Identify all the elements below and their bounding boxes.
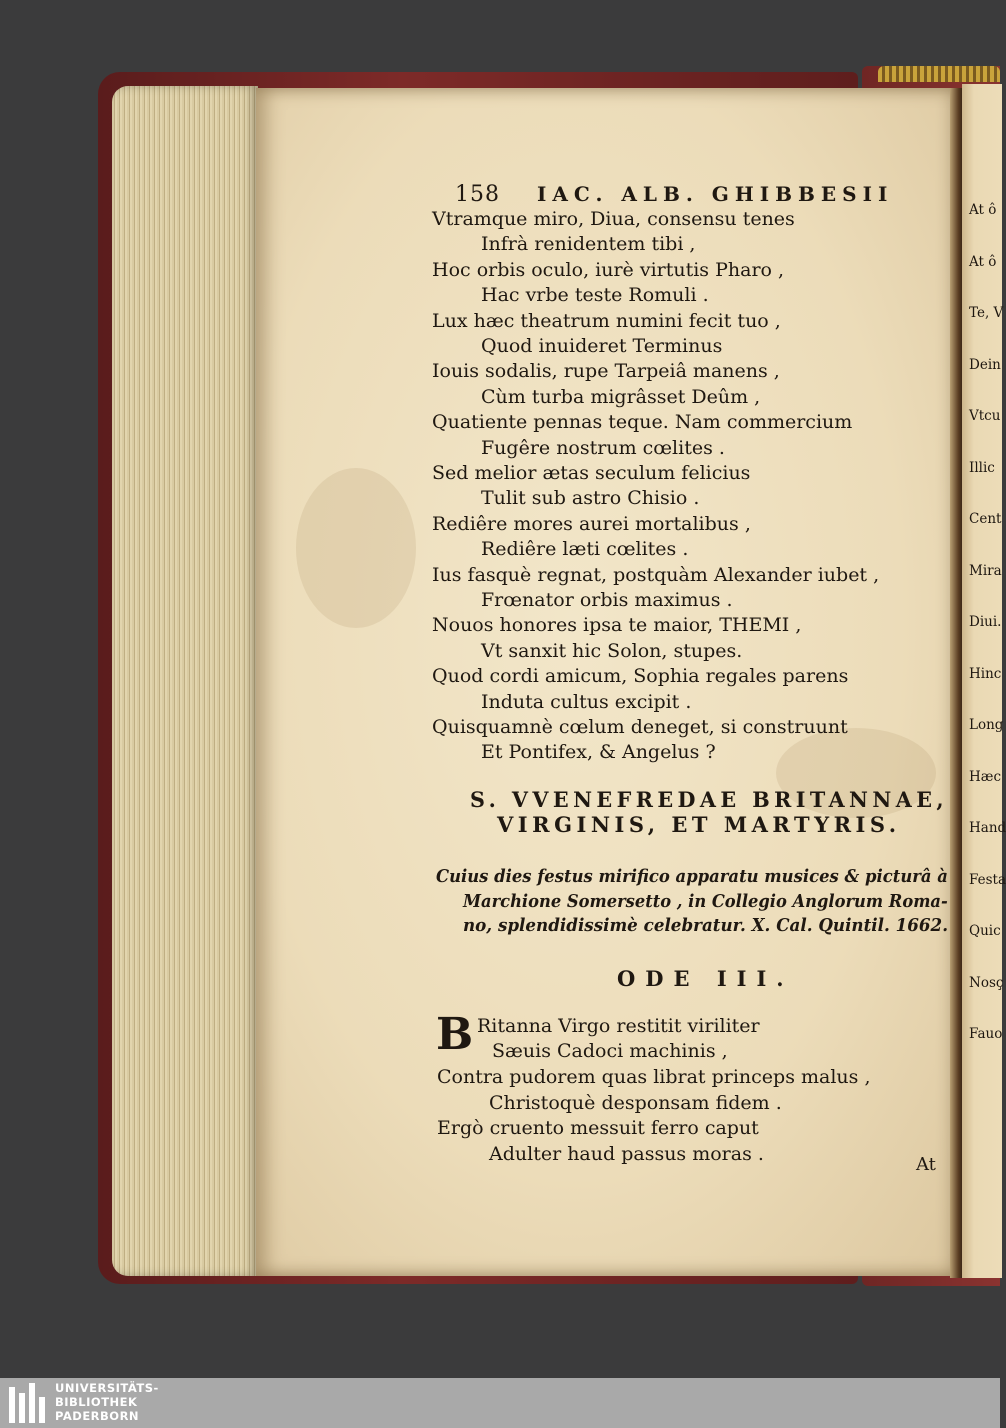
headband: [878, 66, 1000, 82]
right-page-fragment: Diui.: [969, 614, 1002, 630]
page-edges: [112, 86, 258, 1276]
right-page-fragment: Illic: [969, 459, 995, 476]
paper-stain: [296, 468, 416, 628]
verse-line: Quatiente pennas teque. Nam commercium: [432, 411, 853, 434]
verse-line: Hoc orbis oculo, iurè virtutis Pharo ,: [432, 258, 785, 281]
verse-line: Et Pontifex, & Angelus ?: [481, 741, 716, 764]
verse-line: Tulit sub astro Chisio .: [481, 487, 700, 510]
verse-line: Ius fasquè regnat, postquàm Alexander iubet ,: [432, 563, 880, 586]
ode-verse-line: Ergò cruento messuit ferro caput: [437, 1117, 759, 1139]
section-title-line-1: S. VVENEFREDAE BRITANNAE,: [470, 787, 949, 812]
drop-cap: B: [436, 1009, 474, 1060]
right-page-fragment: Quic: [969, 923, 1001, 939]
right-page-fragment: Long: [969, 717, 1004, 733]
verse-line: Hac vrbe teste Romuli .: [481, 284, 709, 307]
page-number: 158: [455, 182, 500, 207]
library-name-line-1: UNIVERSITÄTS-: [55, 1381, 159, 1395]
ode-title: ODE III.: [617, 966, 794, 991]
library-name: [55, 1381, 159, 1423]
right-page-fragment: Cent: [969, 511, 1002, 527]
verse-line: Fugêre nostrum cœlites .: [481, 436, 725, 459]
verse-line: Rediêre mores aurei mortalibus ,: [432, 512, 751, 535]
verse-line: Induta cultus excipit .: [481, 690, 692, 713]
ode-line-1: Ritanna Virgo restitit viriliter: [477, 1015, 760, 1037]
right-page-fragment: Dein: [969, 356, 1001, 373]
catchword: At: [916, 1154, 936, 1175]
running-head: IAC. ALB. GHIBBESII: [537, 182, 894, 206]
verse-line: Rediêre læti cœlites .: [481, 538, 689, 561]
right-page-fragment: Te, V: [969, 305, 1004, 321]
dedication-line-1: Cuius dies festus mirifico apparatu musices & picturâ à: [436, 866, 948, 887]
library-name-line-2: BIBLIOTHEK: [55, 1395, 138, 1409]
verse-line: Frœnator orbis maximus .: [481, 589, 733, 611]
right-page-fragment: Hæc: [969, 768, 1002, 785]
verse-line: Lux hæc theatrum numini fecit tuo ,: [432, 309, 781, 332]
library-name-line-3: PADERBORN: [55, 1409, 140, 1423]
verse-line: Infrà renidentem tibi ,: [481, 233, 696, 256]
right-page-fragment: Festa: [969, 871, 1006, 888]
verse-line: Quisquamnè cœlum deneget, si construunt: [432, 716, 848, 738]
verse-line: Nouos honores ipsa te maior, THEMI ,: [432, 614, 802, 637]
library-logo-icon: [8, 1381, 48, 1425]
right-page-fragment: Hand: [969, 820, 1006, 836]
verse-line: Cùm turba migrâsset Deûm ,: [481, 385, 761, 408]
right-page-fragment: At ô: [969, 253, 997, 270]
verse-line: Quod cordi amicum, Sophia regales parens: [432, 665, 849, 688]
section-title-line-2: VIRGINIS, ET MARTYRIS.: [497, 812, 901, 837]
verse-line: Quod inuideret Terminus: [481, 335, 723, 357]
ode-line-2: Sæuis Cadoci machinis ,: [492, 1040, 728, 1062]
right-page-fragment: Mira: [969, 562, 1002, 579]
ode-verse-line: Contra pudorem quas librat princeps malus ,: [437, 1066, 871, 1088]
dedication-line-3: no, splendidissimè celebratur. X. Cal. Quintil. 1662.: [463, 915, 949, 936]
ode-verse-line: Christoquè desponsam fidem .: [489, 1091, 782, 1114]
verse-line: Vtramque miro, Diua, consensu tenes: [432, 208, 795, 230]
right-page-fragment: At ô: [969, 202, 997, 218]
dedication-line-2: Marchione Somersetto , in Collegio Anglorum Roma-: [463, 891, 948, 912]
right-page-fragment: Nosç: [969, 974, 1004, 991]
verse-line: Vt sanxit hic Solon, stupes.: [481, 639, 743, 662]
right-page-fragment: Vtcu: [969, 408, 1001, 424]
ode-verse-line: Adulter haud passus moras .: [489, 1142, 764, 1165]
right-page-fragment: Fauo: [969, 1026, 1003, 1042]
verse-line: Sed melior ætas seculum felicius: [432, 462, 751, 484]
right-page-fragment: Hinc: [969, 665, 1002, 682]
verse-line: Iouis sodalis, rupe Tarpeiâ manens ,: [432, 360, 780, 383]
